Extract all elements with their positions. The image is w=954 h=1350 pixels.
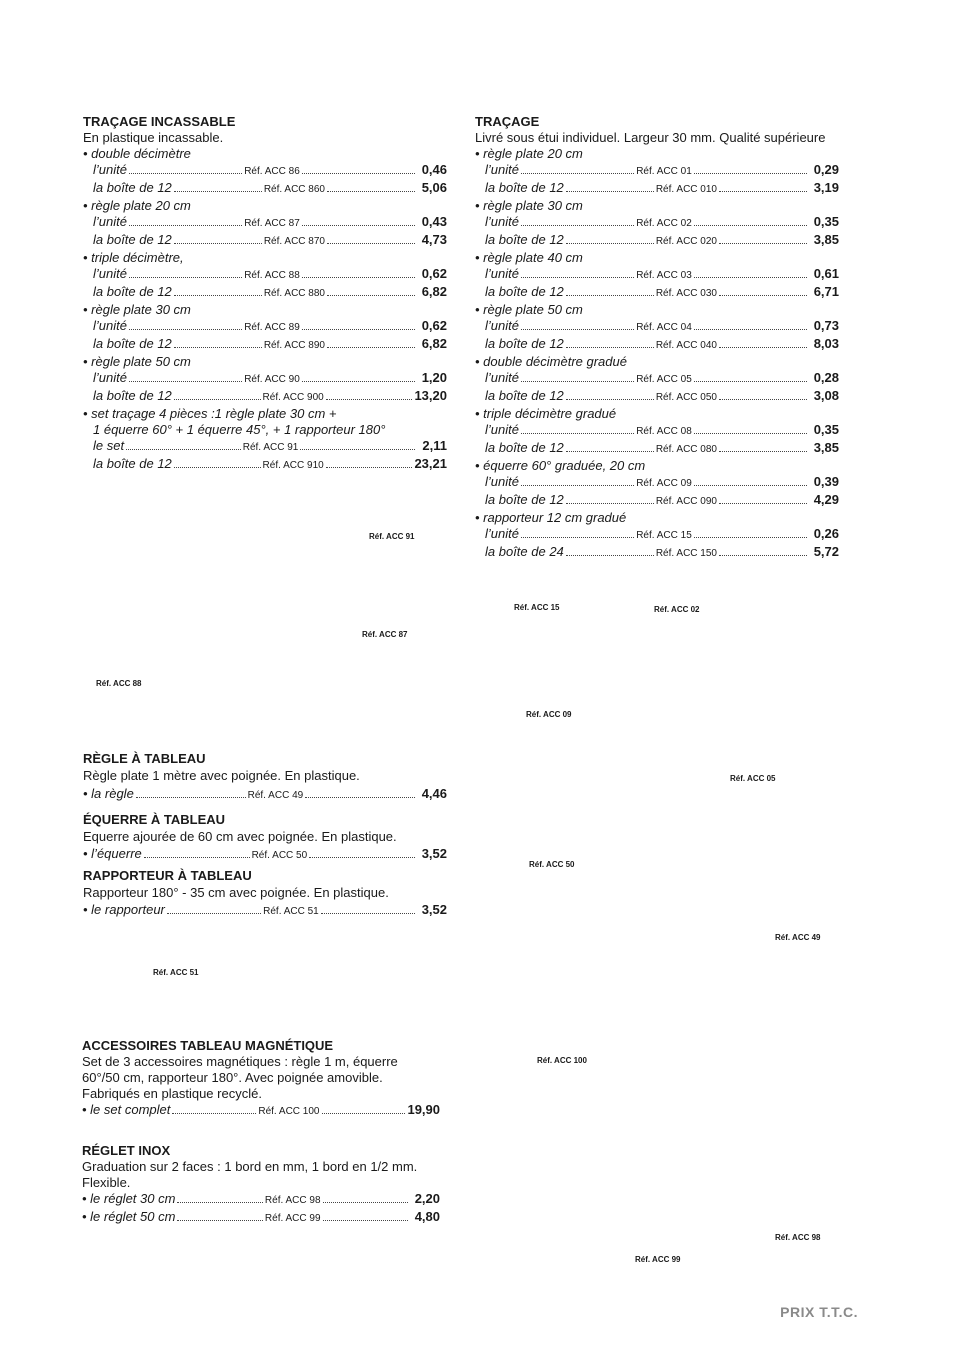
item-ref: Réf. ACC 98 (264, 1195, 321, 1206)
item-price: 3,52 (421, 902, 447, 917)
item-label: la boîte de 12 (485, 284, 564, 299)
leader-dots (719, 555, 807, 556)
footer-prix-ttc: PRIX T.T.C. (780, 1304, 858, 1320)
item-label: l’unité (485, 526, 519, 541)
image-caption: Réf. ACC 98 (775, 1233, 821, 1242)
price-row (83, 370, 447, 388)
item-ref: Réf. ACC 890 (263, 340, 325, 351)
item-ref: Réf. ACC 05 (636, 374, 692, 385)
section-magnetique (82, 1038, 440, 1120)
item-price: 6,82 (421, 336, 448, 351)
section-description: Fabriqués en plastique recyclé. (82, 1086, 262, 1101)
leader-dots (694, 329, 807, 330)
item-label: la boîte de 12 (485, 180, 564, 195)
price-row (83, 232, 447, 250)
leader-dots (694, 537, 807, 538)
leader-dots (719, 503, 807, 504)
price-row (475, 284, 839, 302)
item-ref: Réf. ACC 01 (636, 166, 692, 177)
section-title: RÉGLET INOX (82, 1143, 171, 1158)
item-label: • le réglet 30 cm (82, 1191, 176, 1206)
item-label: l’unité (93, 370, 127, 385)
leader-dots (323, 1220, 408, 1221)
item-ref: Réf. ACC 02 (636, 218, 692, 229)
leader-dots (167, 913, 261, 914)
price-row (475, 370, 839, 388)
item-label: • le rapporteur (83, 902, 165, 917)
leader-dots (321, 913, 415, 914)
image-caption: Réf. ACC 91 (369, 532, 415, 541)
price-row (475, 214, 839, 232)
item-label: l’unité (485, 266, 519, 281)
price-row (475, 440, 839, 458)
item-label: l’unité (485, 422, 519, 437)
product-groups (83, 146, 447, 406)
section-title: TRAÇAGE (475, 114, 540, 129)
item-price: 23,21 (414, 456, 447, 471)
item-price: 8,03 (813, 336, 840, 351)
product-groups (475, 146, 839, 562)
leader-dots (521, 537, 634, 538)
item-price: 0,29 (813, 162, 839, 177)
price-row (83, 456, 447, 474)
item-label: l’unité (93, 318, 127, 333)
leader-dots (566, 243, 654, 244)
section-title: ÉQUERRE À TABLEAU (83, 812, 226, 827)
leader-dots (521, 485, 634, 486)
price-row (83, 266, 447, 284)
section-tracage (475, 114, 839, 562)
price-row (475, 318, 839, 336)
leader-dots (566, 191, 654, 192)
price-row (83, 845, 447, 864)
item-ref: Réf. ACC 50 (251, 850, 308, 861)
leader-dots (719, 451, 807, 452)
section-description: Set de 3 accessoires magnétiques : règle 1 m, équerre (82, 1054, 398, 1069)
item-label: le set (93, 438, 125, 453)
section-regle-tableau (83, 751, 447, 805)
item-label: • le réglet 50 cm (82, 1209, 176, 1224)
item-ref: Réf. ACC 49 (247, 790, 304, 801)
leader-dots (566, 555, 654, 556)
section-title: TRAÇAGE INCASSABLE (83, 114, 236, 129)
leader-dots (327, 243, 415, 244)
item-price: 0,28 (813, 370, 839, 385)
section-rapporteur-tableau (83, 868, 447, 920)
item-price: 6,71 (813, 284, 840, 299)
item-price: 3,19 (813, 180, 840, 195)
leader-dots (302, 277, 415, 278)
price-row (83, 901, 447, 920)
item-ref: Réf. ACC 040 (655, 340, 717, 351)
item-ref: Réf. ACC 910 (262, 460, 324, 471)
leader-dots (129, 329, 242, 330)
leader-dots (326, 467, 413, 468)
leader-dots (174, 399, 261, 400)
leader-dots (302, 225, 415, 226)
price-row (83, 180, 447, 198)
image-caption: Réf. ACC 15 (514, 603, 560, 612)
product-name: • règle plate 30 cm (475, 198, 583, 213)
product-name: • rapporteur 12 cm gradué (475, 510, 627, 525)
image-caption: Réf. ACC 99 (635, 1255, 681, 1264)
item-price: 3,85 (813, 440, 840, 455)
section-description: En plastique incassable. (83, 130, 224, 145)
set-rows (83, 438, 447, 474)
section-description: Rapporteur 180° - 35 cm avec poignée. En plastique. (83, 885, 389, 900)
item-price: 19,90 (407, 1102, 441, 1117)
set-description-line: • set traçage 4 pièces :1 règle plate 30 cm + (83, 406, 337, 421)
price-row (83, 284, 447, 302)
image-caption: Réf. ACC 88 (96, 679, 142, 688)
item-ref: Réf. ACC 010 (655, 184, 717, 195)
leader-dots (172, 1113, 256, 1114)
section-description: Règle plate 1 mètre avec poignée. En plastique. (83, 768, 360, 783)
item-ref: Réf. ACC 91 (242, 442, 299, 453)
item-label: la boîte de 12 (93, 456, 172, 471)
item-label: la boîte de 12 (485, 232, 564, 247)
image-caption: Réf. ACC 87 (362, 630, 408, 639)
leader-dots (719, 399, 807, 400)
item-price: 0,35 (813, 422, 839, 437)
image-caption: Réf. ACC 05 (730, 774, 776, 783)
leader-dots (719, 295, 807, 296)
item-label: la boîte de 12 (485, 388, 564, 403)
leader-dots (177, 1220, 262, 1221)
leader-dots (126, 449, 241, 450)
item-label: la boîte de 12 (93, 388, 172, 403)
item-label: • le set complet (82, 1102, 171, 1117)
item-ref: Réf. ACC 900 (262, 392, 324, 403)
section-equerre-tableau (83, 812, 447, 864)
item-price: 0,62 (421, 266, 447, 281)
leader-dots (566, 451, 654, 452)
item-label: la boîte de 12 (93, 336, 172, 351)
leader-dots (174, 191, 262, 192)
item-ref: Réf. ACC 150 (655, 548, 717, 559)
product-name: • équerre 60° graduée, 20 cm (475, 458, 646, 473)
price-row (83, 388, 447, 406)
item-price: 2,11 (422, 438, 448, 453)
item-ref: Réf. ACC 03 (636, 270, 692, 281)
leader-dots (327, 347, 415, 348)
item-price: 13,20 (414, 388, 447, 403)
product-name: • règle plate 20 cm (83, 198, 191, 213)
item-ref: Réf. ACC 88 (244, 270, 300, 281)
item-ref: Réf. ACC 880 (263, 288, 325, 299)
item-price: 1,20 (421, 370, 447, 385)
item-price: 6,82 (421, 284, 448, 299)
leader-dots (521, 277, 634, 278)
item-ref: Réf. ACC 04 (636, 322, 692, 333)
leader-dots (694, 225, 807, 226)
item-price: 0,46 (421, 162, 447, 177)
product-name: • double décimètre (83, 146, 191, 161)
item-ref: Réf. ACC 100 (258, 1106, 320, 1117)
item-ref: Réf. ACC 860 (263, 184, 325, 195)
item-ref: Réf. ACC 090 (655, 496, 717, 507)
item-label: la boîte de 12 (485, 492, 564, 507)
price-row (475, 180, 839, 198)
leader-dots (302, 173, 415, 174)
section-title: RAPPORTEUR À TABLEAU (83, 868, 252, 883)
item-ref: Réf. ACC 90 (244, 374, 300, 385)
price-row (475, 544, 839, 562)
image-caption: Réf. ACC 51 (153, 968, 199, 977)
set-description-line: 1 équerre 60° + 1 équerre 45°, + 1 rapporteur 180° (93, 422, 386, 437)
product-name: • règle plate 40 cm (475, 250, 583, 265)
item-price: 3,08 (813, 388, 840, 403)
price-row (82, 1102, 440, 1120)
leader-dots (719, 243, 807, 244)
item-label: l’unité (93, 266, 127, 281)
item-label: l’unité (485, 474, 519, 489)
price-row (475, 422, 839, 440)
leader-dots (719, 191, 807, 192)
leader-dots (694, 485, 807, 486)
item-price: 0,39 (813, 474, 839, 489)
product-name: • triple décimètre, (83, 250, 184, 265)
image-caption: Réf. ACC 50 (529, 860, 575, 869)
leader-dots (174, 243, 262, 244)
leader-dots (322, 1113, 406, 1114)
price-row (82, 1209, 440, 1227)
item-price: 0,73 (813, 318, 839, 333)
leader-dots (129, 173, 242, 174)
leader-dots (136, 797, 246, 798)
item-price: 2,20 (414, 1191, 440, 1206)
price-row (83, 336, 447, 354)
price-row (475, 388, 839, 406)
price-row (475, 162, 839, 180)
section-title: RÈGLE À TABLEAU (83, 751, 206, 766)
item-label: l’unité (485, 214, 519, 229)
leader-dots (300, 449, 415, 450)
leader-dots (309, 857, 415, 858)
item-ref: Réf. ACC 15 (636, 530, 692, 541)
section-reglet-inox (82, 1143, 440, 1227)
item-ref: Réf. ACC 87 (244, 218, 300, 229)
image-caption: Réf. ACC 49 (775, 933, 821, 942)
price-row (475, 526, 839, 544)
leader-dots (327, 295, 415, 296)
product-name: • règle plate 30 cm (83, 302, 191, 317)
item-ref: Réf. ACC 870 (263, 236, 325, 247)
section-description: Equerre ajourée de 60 cm avec poignée. En plastique. (83, 829, 397, 844)
leader-dots (129, 225, 242, 226)
item-label: l’unité (93, 214, 127, 229)
item-label: la boîte de 12 (93, 232, 172, 247)
item-label: la boîte de 12 (93, 180, 172, 195)
item-label: la boîte de 12 (93, 284, 172, 299)
price-row (475, 232, 839, 250)
item-label: la boîte de 12 (485, 440, 564, 455)
leader-dots (566, 295, 654, 296)
item-price: 4,29 (813, 492, 840, 507)
item-label: • la règle (83, 786, 134, 801)
item-price: 0,35 (813, 214, 839, 229)
item-price: 4,80 (414, 1209, 440, 1224)
item-ref: Réf. ACC 09 (636, 478, 692, 489)
leader-dots (129, 277, 242, 278)
price-row (475, 336, 839, 354)
price-row (83, 785, 447, 805)
price-rows (82, 1191, 440, 1227)
leader-dots (521, 433, 634, 434)
leader-dots (177, 1202, 262, 1203)
item-price: 4,46 (421, 786, 447, 801)
product-name: • règle plate 20 cm (475, 146, 583, 161)
price-row (475, 266, 839, 284)
item-ref: Réf. ACC 89 (244, 322, 300, 333)
price-row (83, 214, 447, 232)
leader-dots (129, 381, 242, 382)
product-name: • double décimètre gradué (475, 354, 627, 369)
item-label: la boîte de 24 (485, 544, 564, 559)
leader-dots (327, 191, 415, 192)
leader-dots (302, 329, 415, 330)
price-row (475, 492, 839, 510)
section-description: Livré sous étui individuel. Largeur 30 mm. Qualité supérieure (475, 130, 826, 145)
price-row (82, 1191, 440, 1209)
item-label: la boîte de 12 (485, 336, 564, 351)
leader-dots (302, 381, 415, 382)
price-row (83, 318, 447, 336)
item-ref: Réf. ACC 020 (655, 236, 717, 247)
item-price: 5,06 (421, 180, 448, 195)
section-title: ACCESSOIRES TABLEAU MAGNÉTIQUE (82, 1038, 334, 1053)
item-ref: Réf. ACC 99 (264, 1213, 321, 1224)
item-label: • l’équerre (83, 846, 142, 861)
item-price: 0,43 (421, 214, 447, 229)
leader-dots (144, 857, 250, 858)
leader-dots (694, 173, 807, 174)
leader-dots (521, 381, 634, 382)
item-ref: Réf. ACC 050 (655, 392, 717, 403)
leader-dots (694, 433, 807, 434)
price-row (83, 162, 447, 180)
section-description: Graduation sur 2 faces : 1 bord en mm, 1 bord en 1/2 mm. (82, 1159, 418, 1174)
item-price: 5,72 (813, 544, 840, 559)
item-price: 3,52 (421, 846, 447, 861)
leader-dots (521, 225, 634, 226)
leader-dots (174, 295, 262, 296)
item-label: l’unité (485, 162, 519, 177)
leader-dots (694, 381, 807, 382)
price-row (475, 474, 839, 492)
leader-dots (566, 503, 654, 504)
image-caption: Réf. ACC 09 (526, 710, 572, 719)
item-price: 4,73 (421, 232, 448, 247)
leader-dots (694, 277, 807, 278)
section-description: Flexible. (82, 1175, 131, 1190)
leader-dots (566, 347, 654, 348)
product-name: • règle plate 50 cm (83, 354, 191, 369)
leader-dots (521, 173, 634, 174)
item-ref: Réf. ACC 86 (244, 166, 300, 177)
leader-dots (521, 329, 634, 330)
leader-dots (174, 347, 262, 348)
item-ref: Réf. ACC 030 (655, 288, 717, 299)
item-price: 0,61 (813, 266, 839, 281)
leader-dots (323, 1202, 408, 1203)
section-tracage-incassable (83, 114, 447, 474)
price-row (83, 438, 447, 456)
product-name: • règle plate 50 cm (475, 302, 583, 317)
item-ref: Réf. ACC 080 (655, 444, 717, 455)
section-description: 60°/50 cm, rapporteur 180°. Avec poignée amovible. (82, 1070, 383, 1085)
product-name: • triple décimètre gradué (475, 406, 617, 421)
item-price: 0,26 (813, 526, 839, 541)
item-ref: Réf. ACC 51 (263, 906, 319, 917)
leader-dots (305, 797, 415, 798)
leader-dots (174, 467, 261, 468)
item-price: 0,62 (421, 318, 447, 333)
item-price: 3,85 (813, 232, 840, 247)
image-caption: Réf. ACC 02 (654, 605, 700, 614)
image-caption: Réf. ACC 100 (537, 1056, 587, 1065)
leader-dots (326, 399, 413, 400)
item-label: l’unité (485, 318, 519, 333)
item-label: l’unité (93, 162, 127, 177)
item-label: l’unité (485, 370, 519, 385)
leader-dots (719, 347, 807, 348)
leader-dots (566, 399, 654, 400)
item-ref: Réf. ACC 08 (636, 426, 692, 437)
